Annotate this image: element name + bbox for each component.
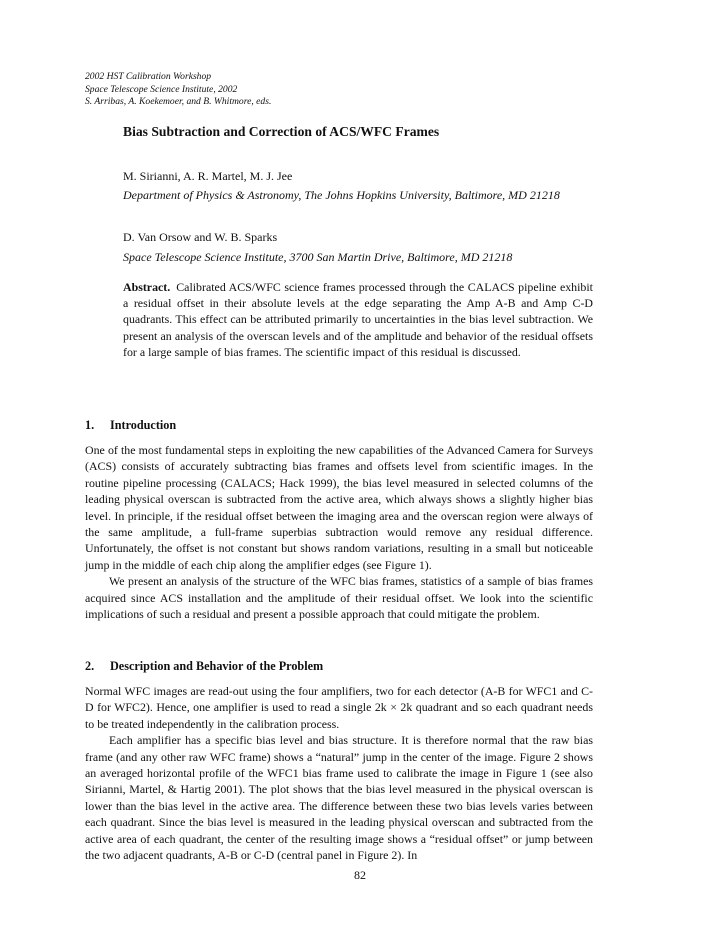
header-line-3: S. Arribas, A. Koekemoer, and B. Whitmore, eds.	[85, 96, 272, 108]
section-body-description	[85, 683, 593, 863]
abstract-text: Calibrated ACS/WFC science frames processed through the CALACS pipeline exhibit a residual offset in their absolute levels at the edge separating the Amp A-B and Amp C-D quadrants. This effect can be attributed primarily to uncertainties in the bias level subtraction. We present an analysis of the overscan levels and of the amplitude and behavior of the residual offsets for a large sample of bias frames. The scientific impact of this residual is discussed.	[123, 280, 593, 359]
paragraph: One of the most fundamental steps in exploiting the new capabilities of the Advanced Camera for Surveys (ACS) consists of accurately subtracting bias frames and offsets level from scientific images. In the routine pipeline processing (CALACS; Hack 1999), the bias level measured in selected columns of the leading physical overscan is subtracted from the active area, which always shows a slightly higher bias level. In principle, if the residual offset between the imaging area and the overscan region were always of the same amplitude, a full-frame superbias subtraction would remove any residual difference. Unfortunately, the offset is not constant but shows random variations, resulting in a small but noticeable jump in the middle of each chip along the amplifier edges (see Figure 1).	[85, 443, 593, 572]
section-title: Introduction	[110, 418, 177, 432]
header-line-1: 2002 HST Calibration Workshop	[85, 71, 212, 82]
abstract-label: Abstract.	[123, 280, 171, 294]
section-number: 2.	[85, 659, 95, 673]
paragraph: Each amplifier has a specific bias level and bias structure. It is therefore normal that the raw bias frame (and any other raw WFC frame) shows a “natural” jump in the center of the image. Figure 2 shows an averaged horizontal profile of the WFC1 bias frame used to calibrate the image in Figure 1 (see also Sirianni, Martel, & Hartig 2001). The plot shows that the bias level measured in the physical overscan is lower than the bias level in the active area. The difference between these two bias levels varies between each quadrant. Since the bias level is measured in the leading physical overscan and subtracted from the active area of each quadrant, the center of the resulting image shows a “residual offset” or jump between the two adjacent quadrants, A-B or C-D (central panel in Figure 2). In	[85, 733, 593, 863]
header-line-2: Space Telescope Science Institute, 2002	[85, 83, 238, 95]
author-affiliation-1: Department of Physics & Astronomy, The Johns Hopkins University, Baltimore, MD 21218	[123, 188, 560, 202]
section-heading-description	[85, 659, 323, 674]
section-title: Description and Behavior of the Problem	[110, 659, 324, 673]
section-number: 1.	[85, 418, 95, 432]
section-body-introduction	[85, 442, 593, 622]
paragraph: We present an analysis of the structure of the WFC bias frames, statistics of a sample of bias frames acquired since ACS installation and the amplitude of their residual offset. We look into the scientific implications of such a residual and present a possible approach that could mitigate the problem.	[85, 574, 593, 622]
author-affiliation-2: Space Telescope Science Institute, 3700 San Martin Drive, Baltimore, MD 21218	[123, 250, 513, 264]
page-number: 82	[354, 868, 366, 882]
section-heading-introduction	[85, 418, 176, 433]
paper-title: Bias Subtraction and Correction of ACS/WFC Frames	[123, 124, 440, 139]
paragraph: Normal WFC images are read-out using the four amplifiers, two for each detector (A-B for WFC1 and C-D for WFC2). Hence, one amplifier is used to read a single 2k × 2k quadrant and so each quadrant needs to be treated independently in the calibration process.	[85, 684, 593, 731]
conference-header	[85, 71, 271, 109]
author-names-1: M. Sirianni, A. R. Martel, M. J. Jee	[123, 169, 293, 183]
abstract	[123, 279, 593, 360]
author-names-2: D. Van Orsow and W. B. Sparks	[123, 230, 278, 244]
